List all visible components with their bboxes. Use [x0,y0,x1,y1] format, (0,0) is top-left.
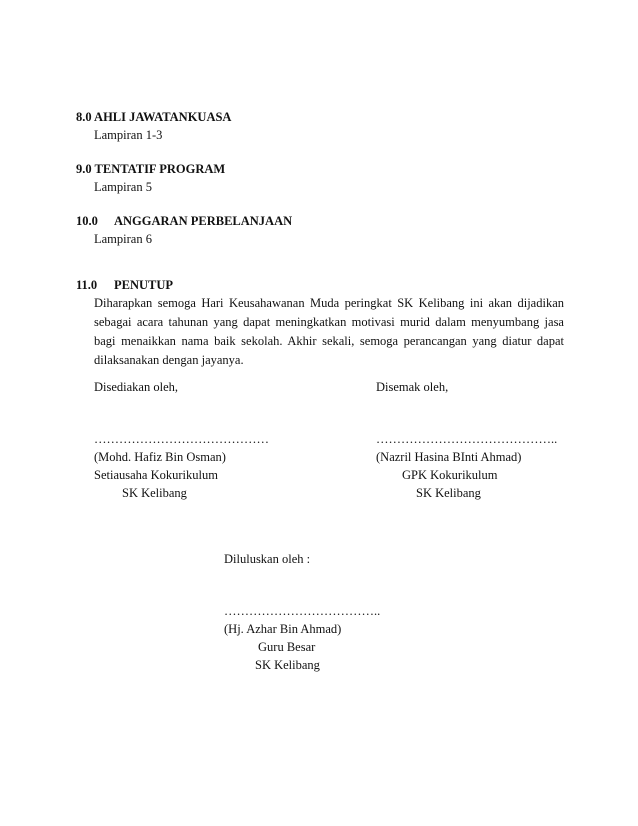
approved-name: (Hj. Azhar Bin Ahmad) [224,622,342,636]
approved-school: SK Kelibang [255,658,320,672]
checked-signature-line: …………………………………….. [376,432,558,446]
prepared-label: Disediakan oleh, [94,380,179,394]
prepared-signature-line: …………………………………… [94,432,269,446]
closing-paragraph: Diharapkan semoga Hari Keusahawanan Muda peringkat SK Kelibang ini akan dijadikan sebagai acara tahunan yang dapat meningkatkan motivasi murid dalam menyumbang jasa bagi menaikkan nama baik sekolah. Akhir sekali, semoga perancangan yang diatur dapat dilaksanakan dengan jayanya. [94,296,564,367]
section-11-number: 11.0 [76,278,98,292]
prepared-name: (Mohd. Hafiz Bin Osman) [94,450,226,464]
prepared-school: SK Kelibang [122,486,187,500]
section-9-content: Lampiran 5 [94,180,152,194]
approved-label: Diluluskan oleh : [224,552,311,566]
section-11-title: PENUTUP [114,278,174,292]
section-10-content: Lampiran 6 [94,232,152,246]
section-10-title: ANGGARAN PERBELANJAAN [114,214,293,228]
checked-position: GPK Kokurikulum [402,468,498,482]
section-8-content: Lampiran 1-3 [94,128,163,142]
checked-label: Disemak oleh, [376,380,449,394]
section-10-number: 10.0 [76,214,98,228]
section-9-heading: 9.0 TENTATIF PROGRAM [76,162,226,176]
approved-position: Guru Besar [258,640,316,654]
approved-signature-line: ……………………………….. [224,604,381,618]
section-8-heading: 8.0 AHLI JAWATANKUASA [76,110,232,124]
checked-school: SK Kelibang [416,486,481,500]
prepared-position: Setiausaha Kokurikulum [94,468,218,482]
checked-name: (Nazril Hasina BInti Ahmad) [376,450,522,464]
